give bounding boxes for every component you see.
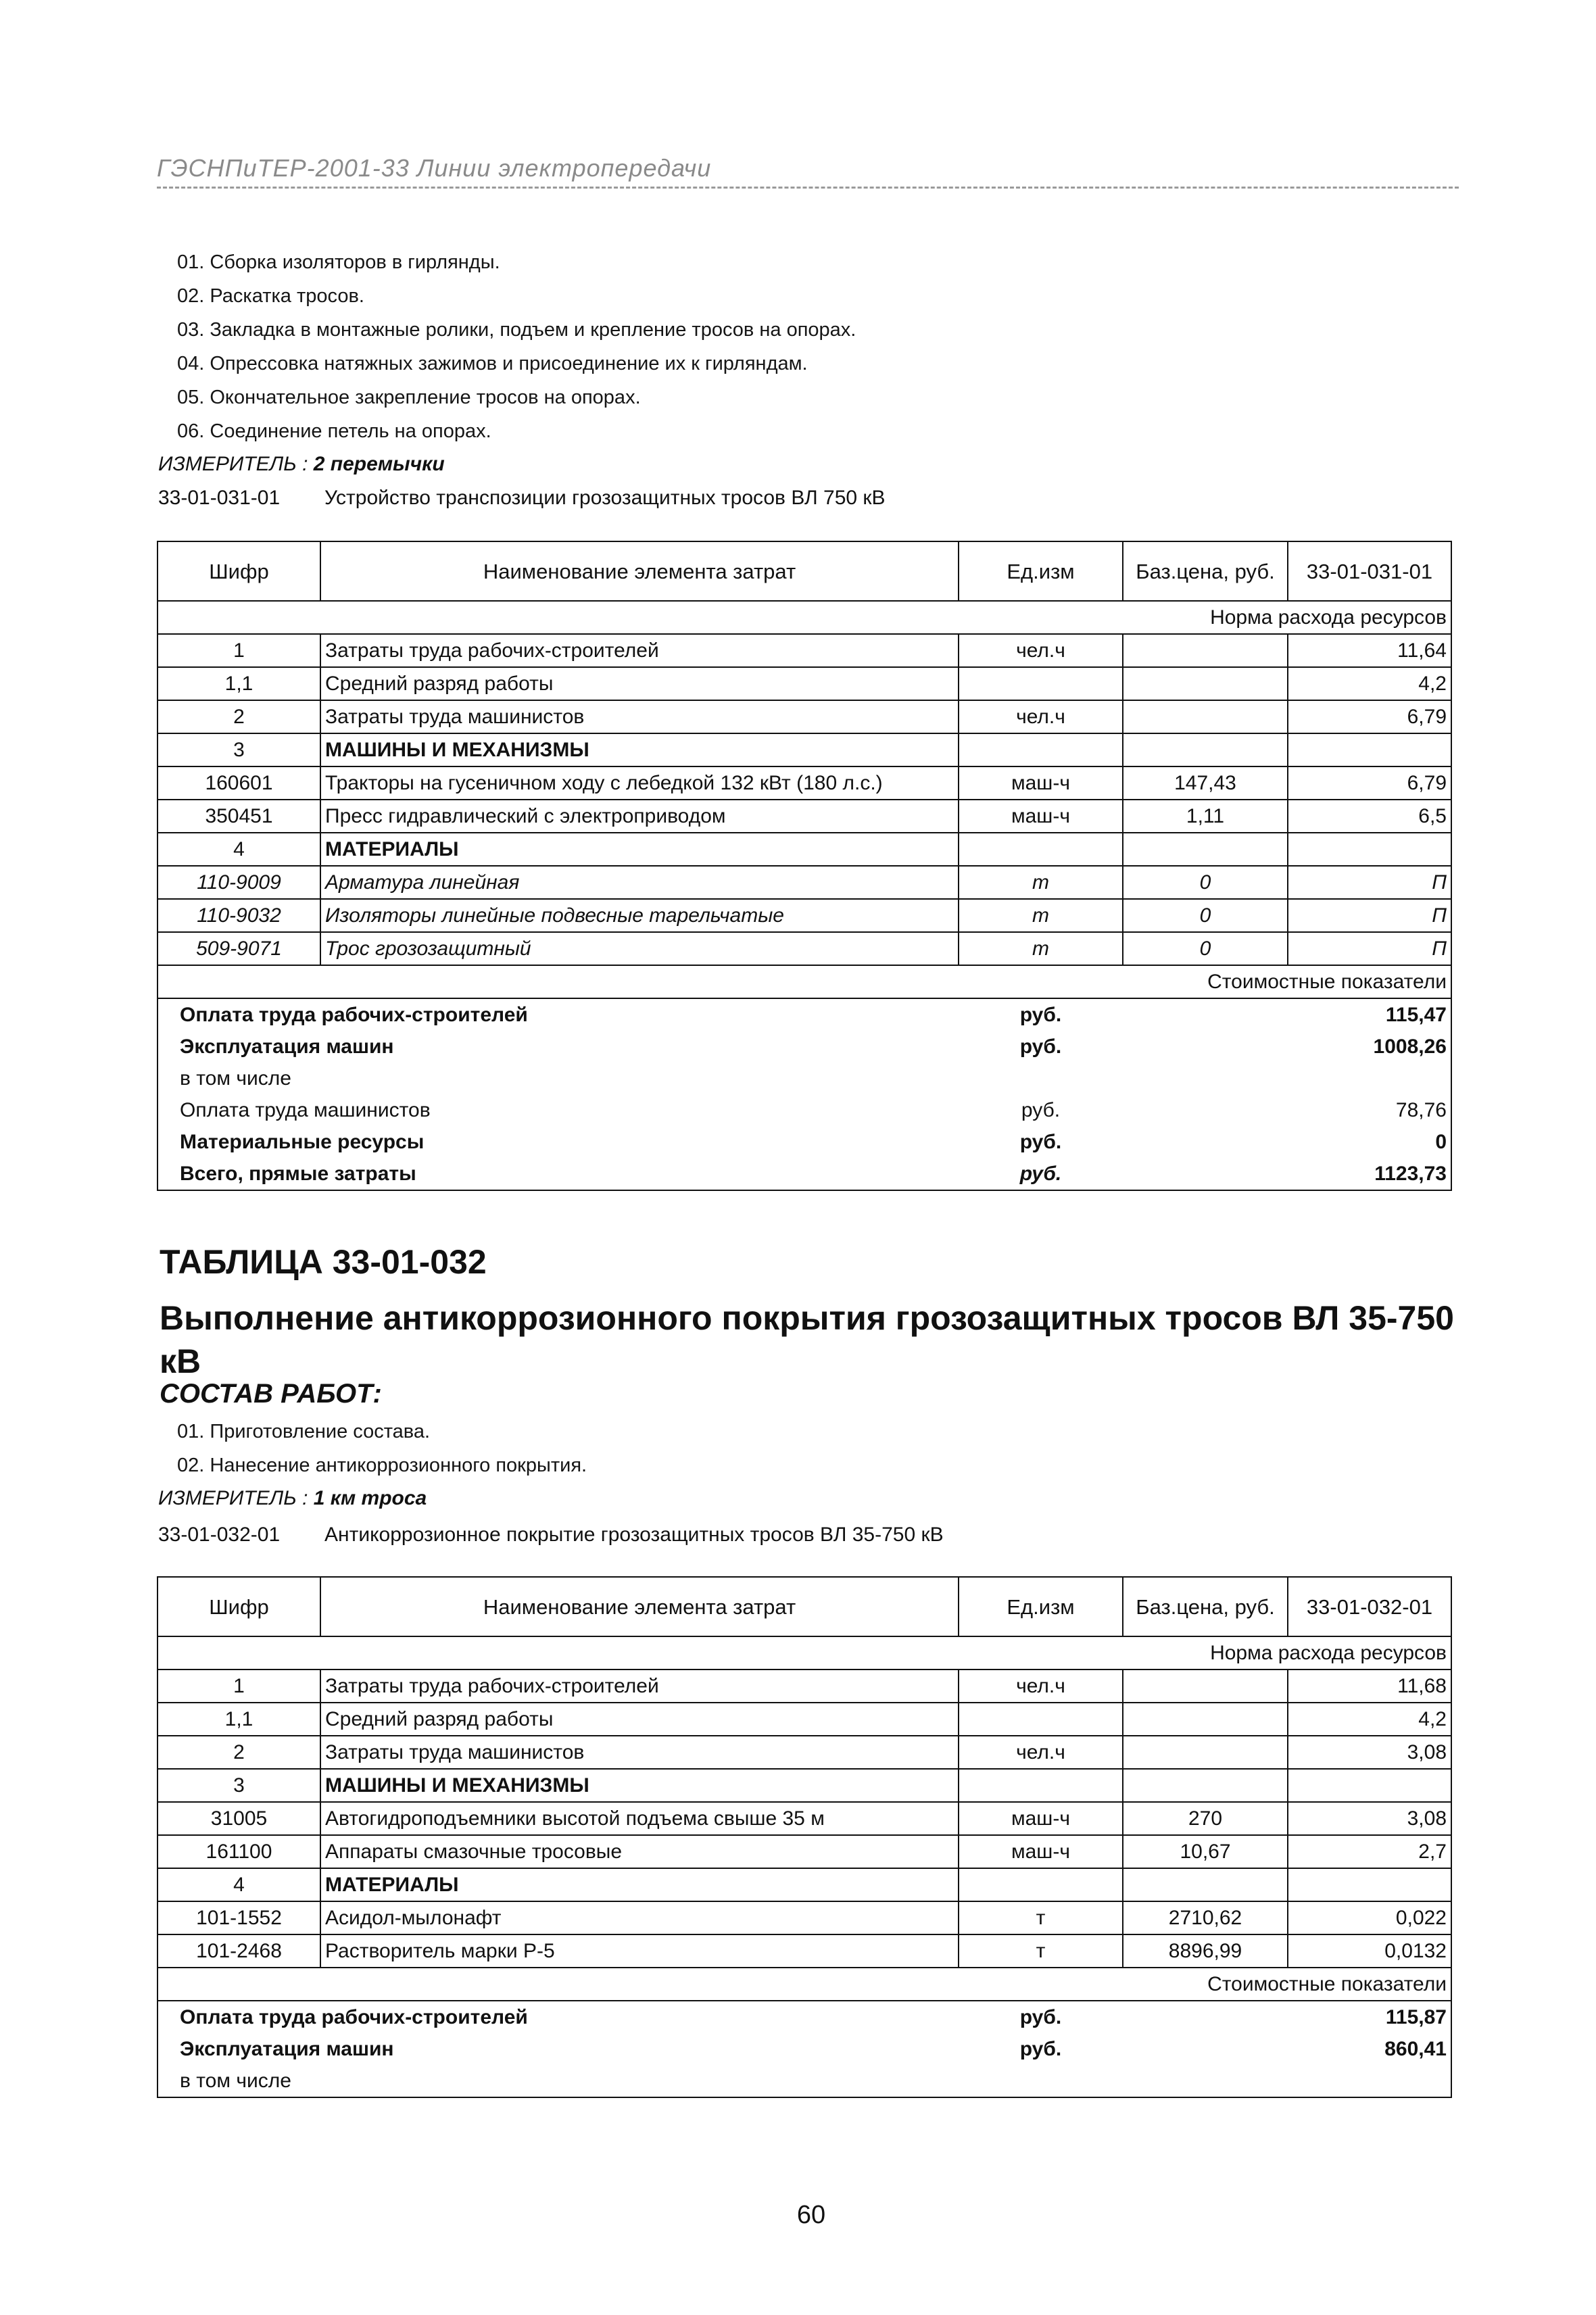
- running-header: ГЭСНПиТЕР-2001-33 Линии электропередачи: [157, 154, 712, 182]
- row-price: 0: [1123, 866, 1288, 899]
- cost-value: 78,76: [1288, 1094, 1451, 1126]
- work-op: 04. Опрессовка натяжных зажимов и присоединение их к гирляндам.: [177, 353, 808, 374]
- norm-label-row: [158, 601, 1451, 634]
- row-price: [1123, 1736, 1288, 1769]
- header-cell: Баз.цена, руб.: [1123, 1577, 1288, 1636]
- row-code: 110-9009: [158, 866, 320, 899]
- row-code: 101-1552: [158, 1901, 320, 1934]
- row-name: Затраты труда машинистов: [320, 700, 959, 733]
- work-op: 02. Раскатка тросов.: [177, 285, 364, 307]
- measure-line: [158, 453, 445, 476]
- table-row: [158, 1670, 1451, 1703]
- header-cell: Шифр: [158, 541, 320, 601]
- row-code: 350451: [158, 800, 320, 833]
- row-price: [1123, 634, 1288, 667]
- row-value: П: [1288, 899, 1451, 932]
- cost-value: 860,41: [1288, 2033, 1451, 2065]
- row-value: [1288, 733, 1451, 766]
- table-row: [158, 833, 1451, 866]
- norm-code: 33-01-032-01: [158, 1524, 281, 1546]
- row-name: Пресс гидравлический с электроприводом: [320, 800, 959, 833]
- row-value: 4,2: [1288, 1703, 1451, 1736]
- header-cell: 33-01-031-01: [1288, 541, 1451, 601]
- row-unit: [959, 833, 1123, 866]
- row-price: 8896,99: [1123, 1934, 1288, 1968]
- row-code: 101-2468: [158, 1934, 320, 1968]
- cost-empty: [1123, 2001, 1288, 2033]
- cost-label-row: [158, 1968, 1451, 2001]
- table-header: [158, 541, 1451, 601]
- row-code: 1,1: [158, 667, 320, 700]
- table-row: [158, 1868, 1451, 1901]
- header-cell: 33-01-032-01: [1288, 1577, 1451, 1636]
- cost-row: [158, 2033, 1451, 2065]
- row-price: [1123, 1670, 1288, 1703]
- cost-value: 1008,26: [1288, 1031, 1451, 1063]
- row-code: 4: [158, 1868, 320, 1901]
- row-value: 11,64: [1288, 634, 1451, 667]
- work-op: 02. Нанесение антикоррозионного покрытия.: [177, 1455, 587, 1476]
- row-name: Автогидроподъемники высотой подъема свыше 35 м: [320, 1802, 959, 1835]
- row-value: [1288, 1868, 1451, 1901]
- row-price: 0: [1123, 899, 1288, 932]
- table-row: [158, 1901, 1451, 1934]
- cost-unit: руб.: [959, 1158, 1123, 1190]
- row-name: МАШИНЫ И МЕХАНИЗМЫ: [320, 733, 959, 766]
- table-row: [158, 1802, 1451, 1835]
- row-name: Затраты труда машинистов: [320, 1736, 959, 1769]
- row-code: 3: [158, 1769, 320, 1802]
- row-name: Растворитель марки Р-5: [320, 1934, 959, 1968]
- cost-empty: [1123, 998, 1288, 1031]
- header-rule: [157, 187, 1459, 189]
- table-row: [158, 667, 1451, 700]
- row-unit: т: [959, 932, 1123, 965]
- row-value: 3,08: [1288, 1736, 1451, 1769]
- row-value: 0,0132: [1288, 1934, 1451, 1968]
- row-name: Средний разряд работы: [320, 1703, 959, 1736]
- cost-empty: [1123, 2065, 1288, 2097]
- table-title: ТАБЛИЦА 33-01-032: [160, 1243, 487, 1281]
- row-unit: чел.ч: [959, 1736, 1123, 1769]
- norm-code-line: [158, 487, 886, 510]
- row-name: Арматура линейная: [320, 866, 959, 899]
- cost-row: [158, 1126, 1451, 1158]
- row-code: 2: [158, 700, 320, 733]
- table-row: [158, 634, 1451, 667]
- table-row: [158, 899, 1451, 932]
- table-row: [158, 1934, 1451, 1968]
- row-code: 4: [158, 833, 320, 866]
- cost-empty: [1123, 1094, 1288, 1126]
- table-row: [158, 1736, 1451, 1769]
- norm-code-line: [158, 1524, 944, 1546]
- cost-unit: руб.: [959, 2001, 1123, 2033]
- row-code: 3: [158, 733, 320, 766]
- cost-row: [158, 998, 1451, 1031]
- norm-description: Устройство транспозиции грозозащитных тросов ВЛ 750 кВ: [324, 487, 886, 509]
- row-value: 6,79: [1288, 766, 1451, 800]
- header-cell: Шифр: [158, 1577, 320, 1636]
- row-unit: [959, 733, 1123, 766]
- header-cell: Наименование элемента затрат: [320, 1577, 959, 1636]
- row-value: П: [1288, 932, 1451, 965]
- row-unit: т: [959, 866, 1123, 899]
- row-unit: маш-ч: [959, 800, 1123, 833]
- cost-empty: [1123, 2033, 1288, 2065]
- cost-row: [158, 1094, 1451, 1126]
- table-row: [158, 932, 1451, 965]
- norm-description: Антикоррозионное покрытие грозозащитных тросов ВЛ 35-750 кВ: [324, 1524, 944, 1546]
- row-unit: т: [959, 1901, 1123, 1934]
- row-value: 4,2: [1288, 667, 1451, 700]
- row-name: Аппараты смазочные тросовые: [320, 1835, 959, 1868]
- row-price: 1,11: [1123, 800, 1288, 833]
- work-op: 01. Сборка изоляторов в гирлянды.: [177, 251, 500, 273]
- row-value: 6,79: [1288, 700, 1451, 733]
- cost-name: Всего, прямые затраты: [158, 1158, 959, 1190]
- cost-unit: [959, 2065, 1123, 2097]
- row-unit: маш-ч: [959, 1835, 1123, 1868]
- row-name: Затраты труда рабочих-строителей: [320, 634, 959, 667]
- row-value: 6,5: [1288, 800, 1451, 833]
- norm-table-1: [157, 541, 1452, 1191]
- row-value: П: [1288, 866, 1451, 899]
- row-price: [1123, 700, 1288, 733]
- row-code: 1: [158, 1670, 320, 1703]
- row-value: [1288, 1769, 1451, 1802]
- norm-label-row: [158, 1636, 1451, 1670]
- row-unit: чел.ч: [959, 1670, 1123, 1703]
- row-name: МАШИНЫ И МЕХАНИЗМЫ: [320, 1769, 959, 1802]
- cost-name: Оплата труда машинистов: [158, 1094, 959, 1126]
- row-name: Асидол-мылонафт: [320, 1901, 959, 1934]
- row-price: [1123, 1769, 1288, 1802]
- cost-label: Стоимостные показатели: [158, 965, 1451, 998]
- table-row: [158, 733, 1451, 766]
- cost-label: Стоимостные показатели: [158, 1968, 1451, 2001]
- cost-unit: руб.: [1019, 2037, 1062, 2060]
- table-name: Выполнение антикоррозионного покрытия грозозащитных тросов ВЛ 35-750 кВ: [160, 1299, 1454, 1380]
- table-header: [158, 1577, 1451, 1636]
- cost-row: [158, 1031, 1451, 1063]
- measure-label: ИЗМЕРИТЕЛЬ :: [158, 1487, 314, 1509]
- norm-label: Норма расхода ресурсов: [158, 1636, 1451, 1670]
- norm-label: Норма расхода ресурсов: [158, 601, 1451, 634]
- cost-label-row: [158, 965, 1451, 998]
- row-value: 0,022: [1288, 1901, 1451, 1934]
- row-value: 11,68: [1288, 1670, 1451, 1703]
- header-cell: Наименование элемента затрат: [320, 541, 959, 601]
- cost-unit: руб.: [959, 998, 1123, 1031]
- row-name: МАТЕРИАЛЫ: [320, 833, 959, 866]
- measure-value: 2 перемычки: [313, 453, 445, 475]
- measure-line: [158, 1487, 427, 1510]
- cost-value: 115,87: [1288, 2001, 1451, 2033]
- table-row: [158, 766, 1451, 800]
- row-value: [1288, 833, 1451, 866]
- row-unit: [959, 1868, 1123, 1901]
- header-cell: Ед.изм: [959, 541, 1123, 601]
- row-price: 147,43: [1123, 766, 1288, 800]
- row-price: [1123, 733, 1288, 766]
- header-cell: Ед.изм: [959, 1577, 1123, 1636]
- cost-name: в том числе: [158, 1063, 959, 1094]
- row-value: 2,7: [1288, 1835, 1451, 1868]
- cost-name: Оплата труда рабочих-строителей: [158, 998, 959, 1031]
- table-row: [158, 1835, 1451, 1868]
- row-unit: маш-ч: [959, 766, 1123, 800]
- cost-empty: [1123, 1126, 1288, 1158]
- cost-row: [158, 2065, 1451, 2097]
- row-code: 1,1: [158, 1703, 320, 1736]
- row-name: Изоляторы линейные подвесные тарельчатые: [320, 899, 959, 932]
- row-unit: [959, 667, 1123, 700]
- row-name: Тракторы на гусеничном ходу с лебедкой 132 кВт (180 л.с.): [320, 766, 959, 800]
- row-price: 0: [1123, 932, 1288, 965]
- cost-row: [158, 2001, 1451, 2033]
- cost-value: 115,47: [1288, 998, 1451, 1031]
- cost-unit: [959, 1063, 1123, 1094]
- cost-name: Эксплуатация машин: [158, 2033, 959, 2065]
- work-op: 03. Закладка в монтажные ролики, подъем и крепление тросов на опорах.: [177, 319, 856, 341]
- cost-empty: [1123, 1031, 1288, 1063]
- table-row: [158, 700, 1451, 733]
- cost-name: Оплата труда рабочих-строителей: [158, 2001, 959, 2033]
- row-price: [1123, 1703, 1288, 1736]
- cost-value: 1123,73: [1288, 1158, 1451, 1190]
- row-unit: т: [959, 1934, 1123, 1968]
- table-row: [158, 800, 1451, 833]
- row-price: [1123, 833, 1288, 866]
- row-name: Средний разряд работы: [320, 667, 959, 700]
- cost-row: [158, 1063, 1451, 1094]
- work-op: 05. Окончательное закрепление тросов на опорах.: [177, 387, 641, 408]
- work-op: 06. Соединение петель на опорах.: [177, 420, 491, 442]
- row-code: 160601: [158, 766, 320, 800]
- row-value: 3,08: [1288, 1802, 1451, 1835]
- cost-row: [158, 1158, 1451, 1190]
- row-code: 110-9032: [158, 899, 320, 932]
- row-name: Трос грозозащитный: [320, 932, 959, 965]
- row-price: [1123, 1868, 1288, 1901]
- cost-value: 0: [1288, 1126, 1451, 1158]
- table-row: [158, 866, 1451, 899]
- norm-code: 33-01-031-01: [158, 487, 281, 509]
- table-row: [158, 1703, 1451, 1736]
- row-price: 10,67: [1123, 1835, 1288, 1868]
- row-unit: [959, 1703, 1123, 1736]
- cost-name: Эксплуатация машин: [158, 1031, 959, 1063]
- cost-name: в том числе: [158, 2065, 959, 2097]
- cost-unit: руб.: [1019, 1035, 1062, 1058]
- row-price: [1123, 667, 1288, 700]
- row-code: 31005: [158, 1802, 320, 1835]
- cost-unit: руб.: [1019, 1130, 1062, 1153]
- row-name: МАТЕРИАЛЫ: [320, 1868, 959, 1901]
- row-unit: т: [959, 899, 1123, 932]
- measure-value: 1 км троса: [313, 1487, 427, 1509]
- row-price: 270: [1123, 1802, 1288, 1835]
- row-name: Затраты труда рабочих-строителей: [320, 1670, 959, 1703]
- row-unit: чел.ч: [959, 634, 1123, 667]
- row-code: 2: [158, 1736, 320, 1769]
- work-op: 01. Приготовление состава.: [177, 1421, 431, 1442]
- cost-name: Материальные ресурсы: [158, 1126, 959, 1158]
- cost-empty: [1123, 1158, 1288, 1190]
- work-composition-heading: СОСТАВ РАБОТ:: [160, 1379, 382, 1409]
- row-code: 161100: [158, 1835, 320, 1868]
- row-code: 509-9071: [158, 932, 320, 965]
- norm-table-2: [157, 1576, 1452, 2098]
- page-number: 60: [796, 2201, 826, 2229]
- row-price: 2710,62: [1123, 1901, 1288, 1934]
- cost-value: [1288, 2065, 1451, 2097]
- table-row: [158, 1769, 1451, 1802]
- row-unit: [959, 1769, 1123, 1802]
- cost-unit: руб.: [1021, 1098, 1061, 1121]
- row-unit: маш-ч: [959, 1802, 1123, 1835]
- cost-value: [1288, 1063, 1451, 1094]
- header-cell: Баз.цена, руб.: [1123, 541, 1288, 601]
- measure-label: ИЗМЕРИТЕЛЬ :: [158, 453, 314, 475]
- row-unit: чел.ч: [959, 700, 1123, 733]
- row-code: 1: [158, 634, 320, 667]
- cost-empty: [1123, 1063, 1288, 1094]
